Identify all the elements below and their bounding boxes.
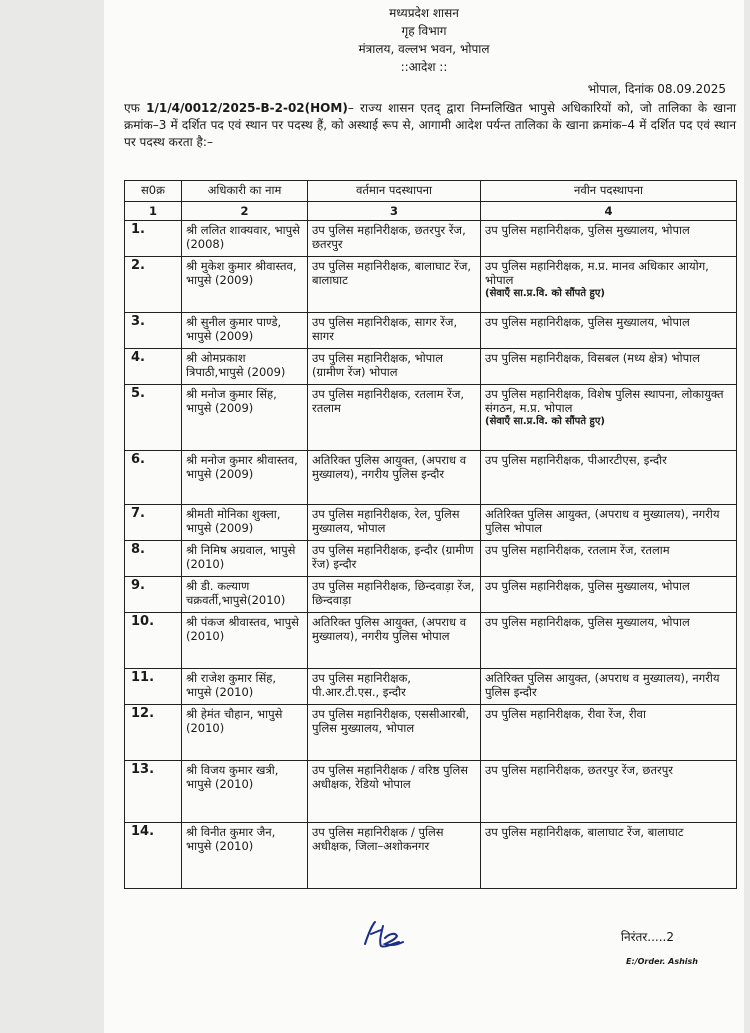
new-posting-cell-text: उप पुलिस महानिरीक्षक, बालाघाट रेंज, बालाघाट [485,825,684,839]
serial-number-cell-text: 7. [131,506,145,521]
serial-number-cell-text: 4. [131,350,145,365]
officer-name-cell-text: श्री डी. कल्याण चक्रवर्ती,भापुसे(2010) [186,579,286,607]
officer-name-cell [182,313,308,349]
current-posting-cell [308,451,481,505]
serial-number-cell [125,505,182,541]
table-row [125,505,737,541]
new-posting-cell-text: उप पुलिस महानिरीक्षक, पुलिस मुख्यालय, भोपाल [485,223,690,237]
current-posting-cell-text: उप पुलिस महानिरीक्षक, बालाघाट रेंज, बालाघाट [312,259,472,287]
new-posting-cell [481,823,737,889]
officer-name-cell [182,541,308,577]
table-row [125,613,737,669]
new-posting-cell [481,313,737,349]
officer-name-cell-text: श्री विजय कुमार खत्री, भापुसे (2010) [186,763,279,791]
officer-name-cell [182,705,308,761]
current-posting-cell-text: उप पुलिस महानिरीक्षक, छतरपुर रेंज, छतरपुर [312,223,466,251]
serial-number-cell [125,577,182,613]
new-posting-cell-text: उप पुलिस महानिरीक्षक, विशेष पुलिस स्थापना, लोकायुक्त संगठन, म.प्र. भोपाल [485,387,724,415]
new-posting-cell-text: उप पुलिस महानिरीक्षक, पुलिस मुख्यालय, भोपाल [485,315,690,329]
current-posting-cell-text: अतिरिक्त पुलिस आयुक्त, (अपराध व मुख्यालय), नगरीय पुलिस भोपाल [312,615,467,643]
table-header-row [125,181,737,202]
new-posting-cell [481,577,737,613]
officer-name-cell-text: श्री ओमप्रकाश त्रिपाठी,भापुसे (2009) [186,351,286,379]
current-posting-cell-text: उप पुलिस महानिरीक्षक, पी.आर.टी.एस., इन्दौर [312,671,411,699]
order-paragraph [124,100,736,151]
new-posting-cell [481,669,737,705]
officer-name-cell [182,257,308,313]
order-date: भोपाल, दिनांक 08.09.2025 [587,82,726,96]
continued-marker: निरंतर.....2 [620,930,674,944]
new-posting-cell [481,349,737,385]
officer-name-cell [182,221,308,257]
order-text: – राज्य शासन एतद् द्वारा निम्नलिखित भापुसे अधिकारियों को, जो तालिका के खाना क्रमांक–3 में दर्शित पद एवं स्थान पर पदस्थ हैं, को अस्थाई रूप से, आगामी आदेश पर्यन्त तालिका के खाना क्रमांक–4 में दर्शित पद एवं स्थान पर पदस्थ करता है:– [124,101,736,149]
current-posting-cell-text: उप पुलिस महानिरीक्षक, रतलाम रेंज, रतलाम [312,387,465,415]
officer-name-cell [182,505,308,541]
officer-name-cell-text: श्री मनोज कुमार सिंह, भापुसे (2009) [186,387,277,415]
officer-name-cell-text: श्री पंकज श्रीवास्तव, भापुसे (2010) [186,615,299,643]
officer-name-cell-text: श्री राजेश कुमार सिंह, भापुसे (2010) [186,671,277,699]
serial-number-cell-text: 9. [131,578,145,593]
officer-name-cell [182,451,308,505]
table-row [125,385,737,451]
column-number: 2 [182,202,308,221]
current-posting-cell [308,669,481,705]
new-posting-cell-text: उप पुलिस महानिरीक्षक, पीआरटीएस, इन्दौर [485,453,667,467]
header-govt: मध्यप्रदेश शासन [389,6,459,20]
current-posting-cell [308,761,481,823]
current-posting-cell [308,313,481,349]
table-row [125,541,737,577]
officer-name-cell-text: श्री मुकेश कुमार श्रीवास्तव, भापुसे (2009) [186,259,297,287]
new-posting-cell-text: अतिरिक्त पुलिस आयुक्त, (अपराध व मुख्यालय), नगरीय पुलिस भोपाल [485,507,720,535]
serial-number-cell [125,705,182,761]
serial-number-cell [125,349,182,385]
serial-number-cell-text: 14. [131,824,155,839]
serial-number-cell-text: 2. [131,258,145,273]
posting-table [124,180,737,889]
new-posting-cell-text: उप पुलिस महानिरीक्षक, पुलिस मुख्यालय, भोपाल [485,579,690,593]
current-posting-cell-text: उप पुलिस महानिरीक्षक, इन्दौर (ग्रामीण रेंज) इन्दौर [312,543,474,571]
new-posting-cell [481,385,737,451]
officer-name-cell [182,349,308,385]
current-posting-cell [308,577,481,613]
new-posting-cell-text: उप पुलिस महानिरीक्षक, पुलिस मुख्यालय, भोपाल [485,615,690,629]
header-address: मंत्रालय, वल्लभ भवन, भोपाल [358,42,490,56]
column-number: 4 [481,202,737,221]
current-posting-cell [308,613,481,669]
table-row [125,823,737,889]
posting-note: (सेवाएँ सा.प्र.वि. को सौंपते हुए) [485,288,605,299]
current-posting-cell-text: उप पुलिस महानिरीक्षक, छिन्दवाड़ा रेंज, छिन्दवाड़ा [312,579,475,607]
serial-number-cell [125,669,182,705]
serial-number-cell [125,313,182,349]
officer-name-cell-text: श्री सुनील कुमार पाण्डे, भापुसे (2009) [186,315,282,343]
serial-number-cell [125,613,182,669]
serial-number-cell-text: 12. [131,706,155,721]
serial-number-cell-text: 10. [131,614,155,629]
new-posting-cell [481,257,737,313]
new-posting-cell [481,613,737,669]
new-posting-cell-text: उप पुलिस महानिरीक्षक, म.प्र. मानव अधिकार आयोग, भोपाल [485,259,709,287]
serial-number-cell-text: 3. [131,314,145,329]
current-posting-cell [308,221,481,257]
table-row [125,221,737,257]
table-row [125,577,737,613]
table-row [125,761,737,823]
current-posting-cell-text: उप पुलिस महानिरीक्षक / पुलिस अधीक्षक, जिला–अशोकनगर [312,825,444,853]
officer-name-cell [182,385,308,451]
serial-number-cell [125,823,182,889]
column-number: 1 [125,202,182,221]
new-posting-cell [481,761,737,823]
current-posting-cell-text: अतिरिक्त पुलिस आयुक्त, (अपराध व मुख्यालय), नगरीय पुलिस इन्दौर [312,453,467,481]
posting-note: (सेवाएँ सा.प्र.वि. को सौंपते हुए) [485,416,605,427]
serial-number-cell-text: 5. [131,386,145,401]
current-posting-cell [308,823,481,889]
current-posting-cell [308,257,481,313]
table-column-number-row [125,202,737,221]
current-posting-cell [308,349,481,385]
order-reference: E:/Order. Ashish [626,957,698,966]
serial-number-cell-text: 11. [131,670,155,685]
table-row [125,451,737,505]
new-posting-cell-text: उप पुलिस महानिरीक्षक, विसबल (मध्य क्षेत्र) भोपाल [485,351,700,365]
new-posting-cell-text: उप पुलिस महानिरीक्षक, रीवा रेंज, रीवा [485,707,646,721]
header-officer-name: अधिकारी का नाम [182,181,308,202]
current-posting-cell-text: उप पुलिस महानिरीक्षक, भोपाल (ग्रामीण रेंज) भोपाल [312,351,443,379]
order-number: 1/1/4/0012/2025-B-2-02(HOM) [146,101,348,115]
serial-number-cell [125,761,182,823]
header-department: गृह विभाग [401,24,447,38]
column-number: 3 [308,202,481,221]
serial-number-cell [125,385,182,451]
new-posting-cell-text: अतिरिक्त पुलिस आयुक्त, (अपराध व मुख्यालय), नगरीय पुलिस इन्दौर [485,671,720,699]
serial-number-cell-text: 8. [131,542,145,557]
header-current-posting: वर्तमान पदस्थापना [308,181,481,202]
officer-name-cell [182,761,308,823]
current-posting-cell-text: उप पुलिस महानिरीक्षक, सागर रेंज, सागर [312,315,458,343]
new-posting-cell-text: उप पुलिस महानिरीक्षक, छतरपुर रेंज, छतरपुर [485,763,673,777]
new-posting-cell [481,451,737,505]
officer-name-cell-text: श्री विनीत कुमार जैन, भापुसे (2010) [186,825,276,853]
current-posting-cell [308,541,481,577]
table-row [125,705,737,761]
current-posting-cell-text: उप पुलिस महानिरीक्षक, रेल, पुलिस मुख्यालय, भोपाल [312,507,460,535]
current-posting-cell [308,505,481,541]
header-serial: स0क्र [125,181,182,202]
new-posting-cell [481,505,737,541]
officer-name-cell [182,613,308,669]
serial-number-cell [125,451,182,505]
table-row [125,257,737,313]
current-posting-cell [308,705,481,761]
serial-number-cell [125,221,182,257]
new-posting-cell [481,541,737,577]
serial-number-cell [125,541,182,577]
header-new-posting: नवीन पदस्थापना [481,181,737,202]
serial-number-cell [125,257,182,313]
officer-name-cell [182,577,308,613]
serial-number-cell-text: 6. [131,452,145,467]
officer-name-cell [182,669,308,705]
serial-number-cell-text: 1. [131,222,145,237]
signature-initials [359,918,409,952]
officer-name-cell-text: श्री मनोज कुमार श्रीवास्तव, भापुसे (2009) [186,453,298,481]
current-posting-cell-text: उप पुलिस महानिरीक्षक / वरिष्ठ पुलिस अधीक्षक, रेडियो भोपाल [312,763,469,791]
table-row [125,669,737,705]
officer-name-cell-text: श्री निमिष अग्रवाल, भापुसे (2010) [186,543,296,571]
officer-name-cell-text: श्री हेमंत चौहान, भापुसे (2010) [186,707,283,735]
order-prefix: एफ [124,101,140,115]
new-posting-cell [481,705,737,761]
serial-number-cell-text: 13. [131,762,155,777]
header-order-title: ::आदेश :: [400,60,448,74]
current-posting-cell-text: उप पुलिस महानिरीक्षक, एससीआरबी, पुलिस मुख्यालय, भोपाल [312,707,470,735]
table-row [125,349,737,385]
current-posting-cell [308,385,481,451]
new-posting-cell [481,221,737,257]
table-row [125,313,737,349]
document-page [104,0,744,1033]
new-posting-cell-text: उप पुलिस महानिरीक्षक, रतलाम रेंज, रतलाम [485,543,670,557]
officer-name-cell-text: श्रीमती मोनिका शुक्ला, भापुसे (2009) [186,507,281,535]
officer-name-cell [182,823,308,889]
officer-name-cell-text: श्री ललित शाक्यवार, भापुसे (2008) [186,223,300,251]
